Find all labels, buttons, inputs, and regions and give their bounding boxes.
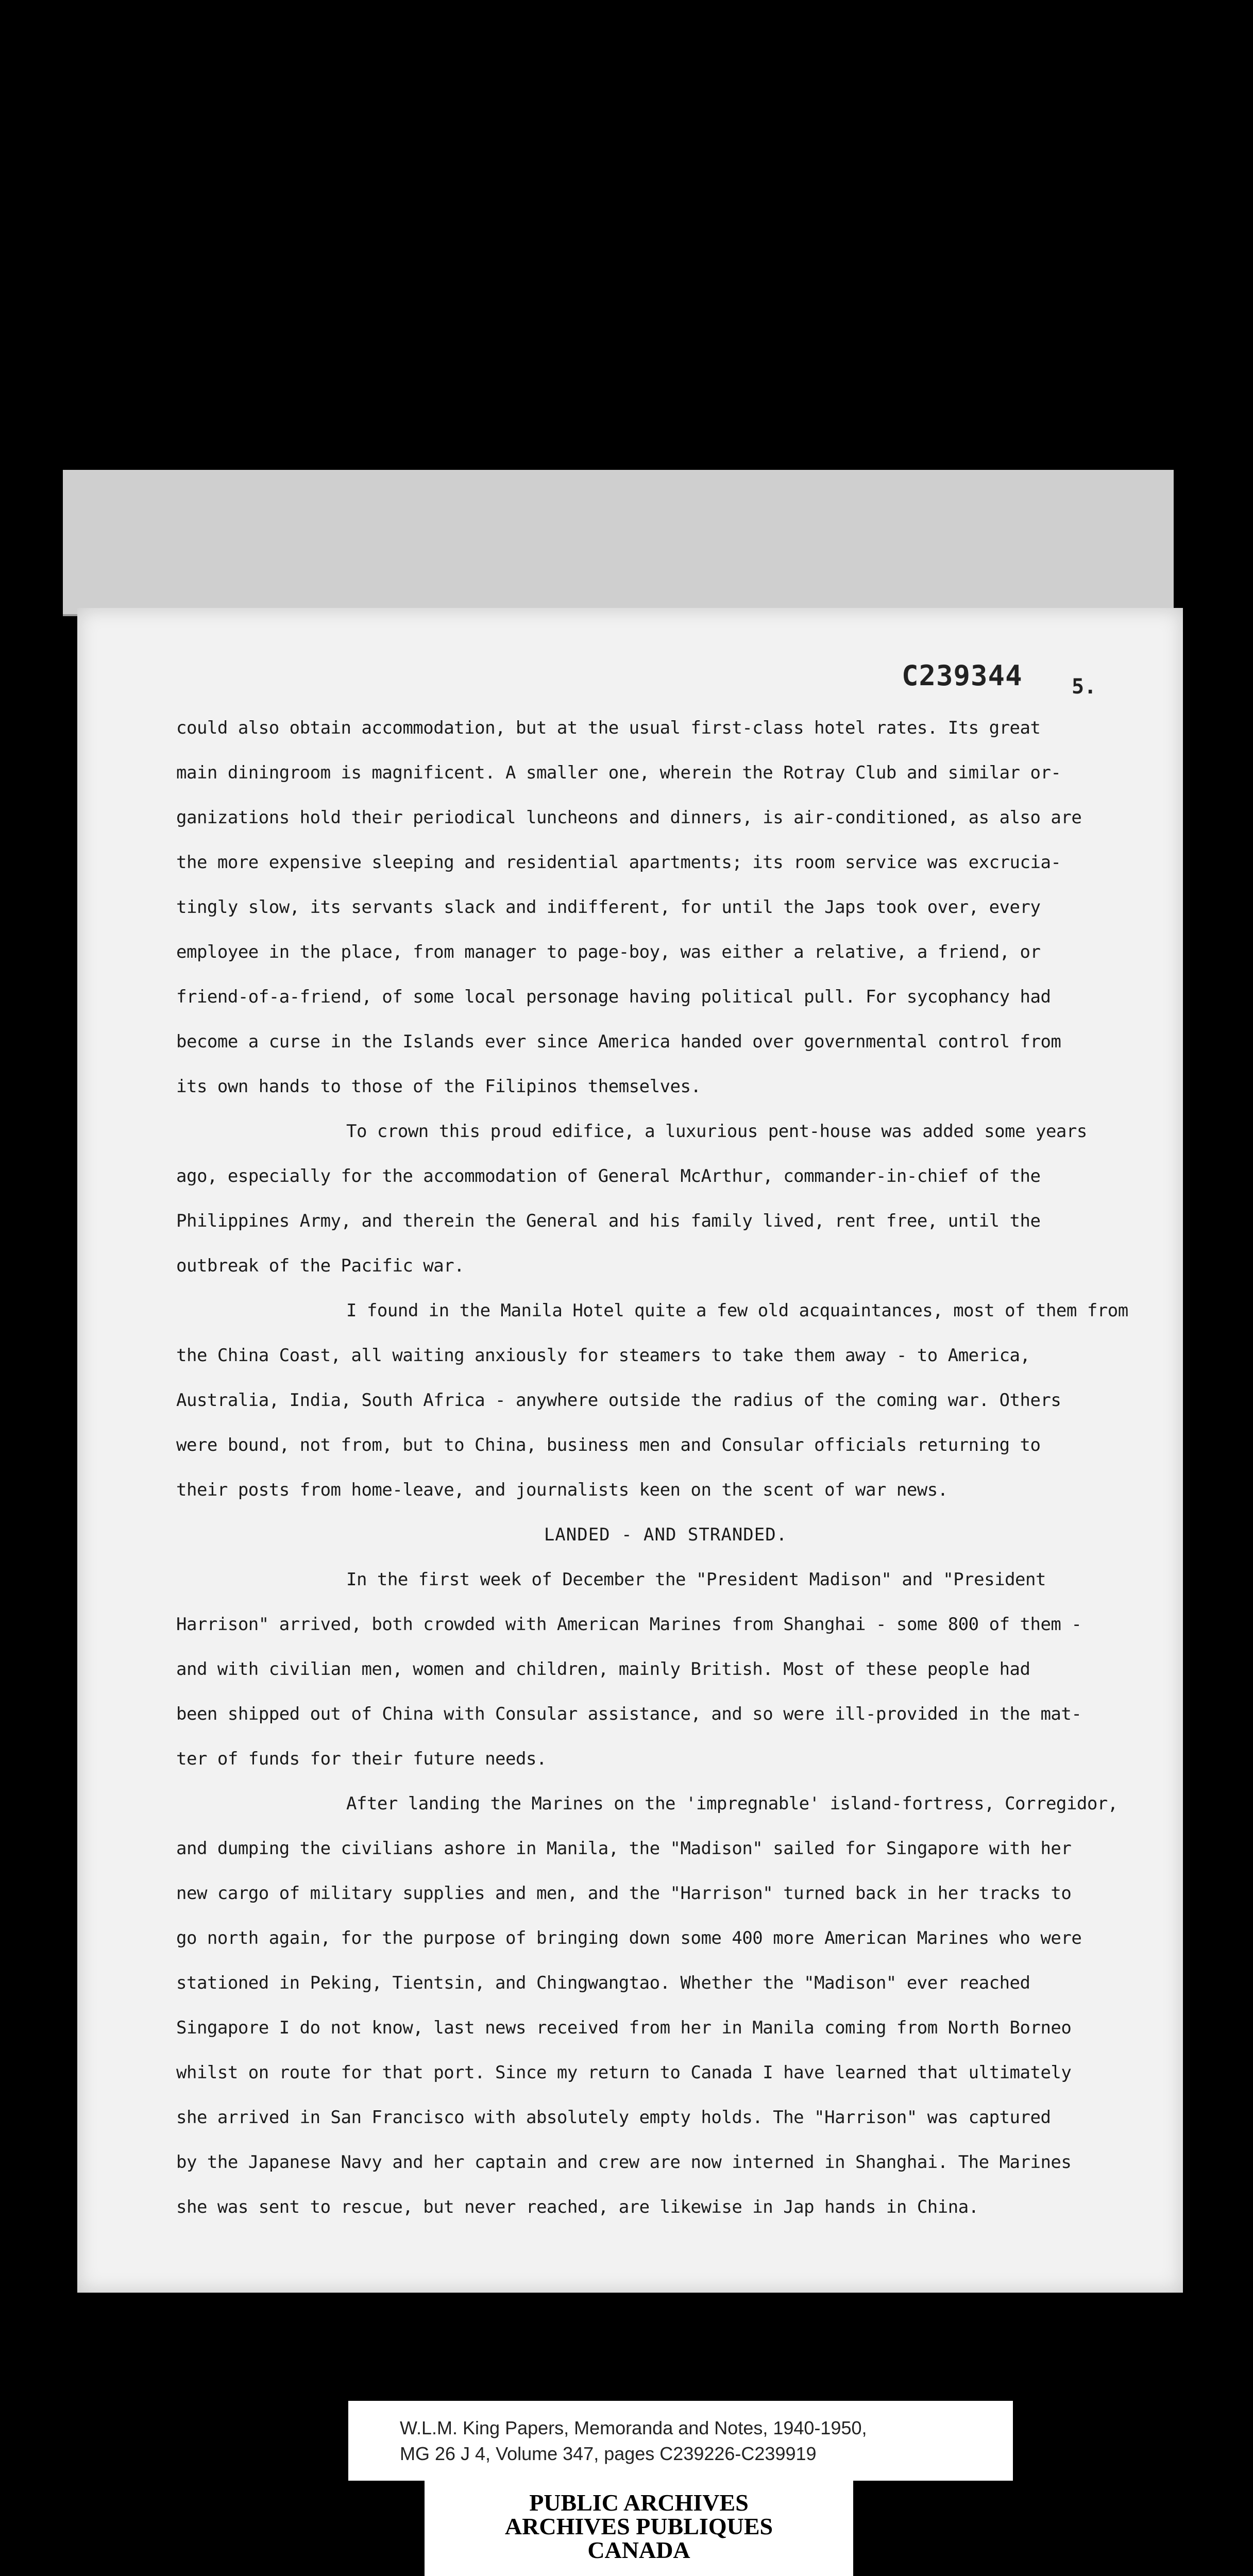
text-line: Australia, India, South Africa - anywhere outside the radius of the coming war. Others — [176, 1390, 1061, 1411]
text-line: its own hands to those of the Filipinos themselves. — [176, 1076, 701, 1097]
text-line: After landing the Marines on the 'impregnable' island-fortress, Corregidor, — [346, 1793, 1118, 1814]
archive-reference-line: MG 26 J 4, Volume 347, pages C239226-C239919 — [400, 2443, 817, 2464]
body-text — [176, 706, 1155, 2230]
text-line: tingly slow, its servants slack and indifferent, for until the Japs took over, every — [176, 897, 1041, 918]
text-line: the China Coast, all waiting anxiously for steamers to take them away - to America, — [176, 1345, 1030, 1366]
archive-reference-line: W.L.M. King Papers, Memoranda and Notes, 1940-1950, — [400, 2417, 867, 2438]
archive-reference-label — [348, 2401, 1013, 2481]
text-line: outbreak of the Pacific war. — [176, 1256, 465, 1276]
text-line: In the first week of December the "President Madison" and "President — [346, 1569, 1046, 1590]
text-line: main diningroom is magnificent. A smaller one, wherein the Rotray Club and similar or- — [176, 762, 1061, 783]
text-line: been shipped out of China with Consular assistance, and so were ill-provided in the mat- — [176, 1704, 1082, 1724]
document-id: C239344 — [902, 659, 1023, 692]
text-line: the more expensive sleeping and residential apartments; its room service was excrucia- — [176, 852, 1061, 873]
page-number: 5. — [1072, 675, 1097, 699]
paragraph-2 — [176, 1109, 1155, 1289]
text-line: employee in the place, from manager to page-boy, was either a relative, a friend, or — [176, 942, 1041, 962]
paragraph-1 — [176, 706, 1155, 1109]
paragraph-4 — [176, 1557, 1155, 1782]
public-archives-stamp — [422, 2481, 855, 2576]
stamp-line: PUBLIC ARCHIVES — [529, 2489, 749, 2516]
text-line: go north again, for the purpose of bringing down some 400 more American Marines who were — [176, 1928, 1082, 1948]
paragraph-5 — [176, 1782, 1155, 2230]
text-line: stationed in Peking, Tientsin, and Chingwangtao. Whether the "Madison" ever reached — [176, 1973, 1030, 1993]
text-line: their posts from home-leave, and journalists keen on the scent of war news. — [176, 1480, 948, 1500]
text-line: she arrived in San Francisco with absolutely empty holds. The "Harrison" was captured — [176, 2107, 1051, 2128]
paragraph-3 — [176, 1289, 1155, 1513]
text-line: To crown this proud edifice, a luxurious pent-house was added some years — [346, 1121, 1087, 1142]
text-line: ganizations hold their periodical luncheons and dinners, is air-conditioned, as also are — [176, 807, 1082, 828]
text-line: Singapore I do not know, last news received from her in Manila coming from North Borneo — [176, 2018, 1072, 2038]
text-line: friend-of-a-friend, of some local personage having political pull. For sycophancy had — [176, 987, 1051, 1007]
text-line: ter of funds for their future needs. — [176, 1749, 547, 1769]
text-line: become a curse in the Islands ever since America handed over governmental control from — [176, 1031, 1061, 1052]
text-line: were bound, not from, but to China, business men and Consular officials returning to — [176, 1435, 1041, 1455]
section-heading: LANDED - AND STRANDED. — [544, 1524, 788, 1545]
stamp-line: ARCHIVES PUBLIQUES — [504, 2513, 773, 2539]
text-line: could also obtain accommodation, but at the usual first-class hotel rates. Its great — [176, 718, 1041, 738]
text-line: Harrison" arrived, both crowded with American Marines from Shanghai - some 800 of them - — [176, 1614, 1082, 1635]
text-line: and dumping the civilians ashore in Manila, the "Madison" sailed for Singapore with her — [176, 1838, 1072, 1859]
text-line: by the Japanese Navy and her captain and crew are now interned in Shanghai. The Marines — [176, 2152, 1072, 2173]
text-line: she was sent to rescue, but never reached, are likewise in Jap hands in China. — [176, 2197, 979, 2217]
text-line: new cargo of military supplies and men, and the "Harrison" turned back in her tracks to — [176, 1883, 1072, 1904]
underlying-page-edge — [63, 470, 1174, 616]
text-line: Philippines Army, and therein the General and his family lived, rent free, until the — [176, 1211, 1041, 1231]
text-line: ago, especially for the accommodation of General McArthur, commander-in-chief of the — [176, 1166, 1041, 1187]
text-line: whilst on route for that port. Since my return to Canada I have learned that ultimately — [176, 2062, 1072, 2083]
text-line: I found in the Manila Hotel quite a few old acquaintances, most of them from — [346, 1300, 1128, 1321]
document-page — [77, 608, 1183, 2293]
stamp-line: CANADA — [587, 2537, 690, 2563]
text-line: and with civilian men, women and children, mainly British. Most of these people had — [176, 1659, 1030, 1680]
